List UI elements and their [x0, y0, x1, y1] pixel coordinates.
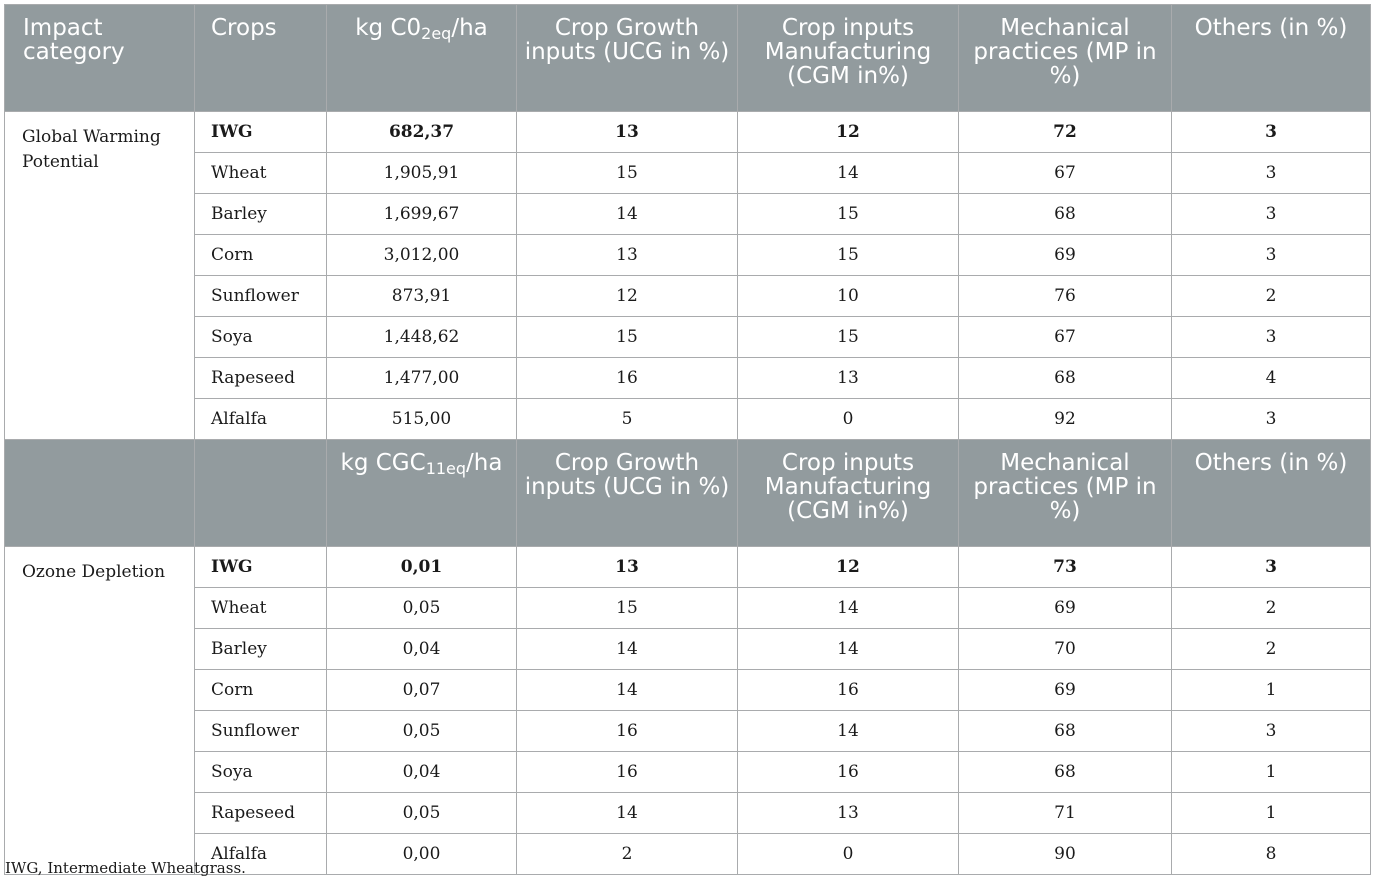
table-row [5, 711, 1371, 752]
table-body [5, 5, 1371, 875]
cgm-cell: 14 [738, 629, 959, 670]
ucg-cell: 14 [517, 194, 738, 235]
mp-cell: 90 [959, 834, 1172, 875]
others-cell: 1 [1172, 793, 1371, 834]
ucg-cell: 15 [517, 153, 738, 194]
table-row [5, 153, 1371, 194]
value-cell: 873,91 [327, 276, 517, 317]
value-cell: 1,905,91 [327, 153, 517, 194]
table-row [5, 547, 1371, 588]
others-cell: 1 [1172, 752, 1371, 793]
cgm-cell: 14 [738, 711, 959, 752]
ucg-cell: 14 [517, 670, 738, 711]
crop-cell: Rapeseed [195, 793, 327, 834]
ucg-cell: 14 [517, 629, 738, 670]
impact-category-cell: Global Warming Potential [5, 112, 195, 440]
others-cell: 3 [1172, 711, 1371, 752]
others-cell: 8 [1172, 834, 1371, 875]
mp-cell: 73 [959, 547, 1172, 588]
value-cell: 0,04 [327, 629, 517, 670]
cgm-cell: 15 [738, 235, 959, 276]
crop-cell: Soya [195, 752, 327, 793]
ucg-cell: 15 [517, 588, 738, 629]
header-ucg: Crop Growth inputs (UCG in %) [517, 5, 738, 112]
value-cell: 3,012,00 [327, 235, 517, 276]
mp-cell: 67 [959, 317, 1172, 358]
value-cell: 0,04 [327, 752, 517, 793]
cgm-cell: 12 [738, 112, 959, 153]
others-cell: 3 [1172, 547, 1371, 588]
value-cell: 1,477,00 [327, 358, 517, 399]
value-cell: 1,699,67 [327, 194, 517, 235]
ucg-cell: 16 [517, 358, 738, 399]
impact-category-cell: Ozone Depletion [5, 547, 195, 875]
value-cell: 682,37 [327, 112, 517, 153]
table-row [5, 793, 1371, 834]
others-cell: 3 [1172, 399, 1371, 440]
header-crops [195, 440, 327, 547]
crop-cell: Soya [195, 317, 327, 358]
cgm-cell: 16 [738, 752, 959, 793]
ucg-cell: 15 [517, 317, 738, 358]
others-cell: 2 [1172, 629, 1371, 670]
mp-cell: 68 [959, 358, 1172, 399]
crop-cell: IWG [195, 112, 327, 153]
cgm-cell: 0 [738, 399, 959, 440]
mp-cell: 69 [959, 588, 1172, 629]
cgm-cell: 14 [738, 588, 959, 629]
mp-cell: 72 [959, 112, 1172, 153]
value-cell: 0,05 [327, 793, 517, 834]
cgm-cell: 13 [738, 358, 959, 399]
others-cell: 1 [1172, 670, 1371, 711]
header-crops: Crops [195, 5, 327, 112]
others-cell: 3 [1172, 153, 1371, 194]
crop-cell: Wheat [195, 588, 327, 629]
header-ucg: Crop Growth inputs (UCG in %) [517, 440, 738, 547]
cgm-cell: 13 [738, 793, 959, 834]
ucg-cell: 16 [517, 752, 738, 793]
header-impact-category [5, 440, 195, 547]
header-mp: Mechanical practices (MP in %) [959, 5, 1172, 112]
crop-cell: Rapeseed [195, 358, 327, 399]
header-cgm: Crop inputs Manufacturing (CGM in%) [738, 440, 959, 547]
header-others: Others (in %) [1172, 5, 1371, 112]
crop-cell: IWG [195, 547, 327, 588]
value-cell: 0,05 [327, 711, 517, 752]
value-cell: 0,05 [327, 588, 517, 629]
table-row [5, 317, 1371, 358]
mp-cell: 69 [959, 670, 1172, 711]
ucg-cell: 16 [517, 711, 738, 752]
ucg-cell: 5 [517, 399, 738, 440]
value-cell: 1,448,62 [327, 317, 517, 358]
table-row [5, 399, 1371, 440]
crop-cell: Sunflower [195, 711, 327, 752]
value-cell: 0,01 [327, 547, 517, 588]
others-cell: 3 [1172, 235, 1371, 276]
value-cell: 0,00 [327, 834, 517, 875]
cgm-cell: 0 [738, 834, 959, 875]
value-cell: 515,00 [327, 399, 517, 440]
crop-cell: Alfalfa [195, 834, 327, 875]
ucg-cell: 12 [517, 276, 738, 317]
header-impact-category: Impact category [5, 5, 195, 112]
crop-cell: Barley [195, 629, 327, 670]
header-mp: Mechanical practices (MP in %) [959, 440, 1172, 547]
table-row [5, 752, 1371, 793]
others-cell: 3 [1172, 317, 1371, 358]
crop-cell: Barley [195, 194, 327, 235]
mp-cell: 76 [959, 276, 1172, 317]
table-header-row [5, 5, 1371, 112]
table-row [5, 276, 1371, 317]
header-others: Others (in %) [1172, 440, 1371, 547]
cgm-cell: 16 [738, 670, 959, 711]
mp-cell: 70 [959, 629, 1172, 670]
table-row [5, 194, 1371, 235]
table-row [5, 112, 1371, 153]
others-cell: 3 [1172, 112, 1371, 153]
header-cgm: Crop inputs Manufacturing (CGM in%) [738, 5, 959, 112]
cgm-cell: 15 [738, 317, 959, 358]
ucg-cell: 2 [517, 834, 738, 875]
table-row [5, 358, 1371, 399]
mp-cell: 67 [959, 153, 1172, 194]
mp-cell: 68 [959, 752, 1172, 793]
mp-cell: 69 [959, 235, 1172, 276]
crop-cell: Alfalfa [195, 399, 327, 440]
others-cell: 2 [1172, 588, 1371, 629]
cgm-cell: 10 [738, 276, 959, 317]
ucg-cell: 14 [517, 793, 738, 834]
mp-cell: 92 [959, 399, 1172, 440]
mp-cell: 71 [959, 793, 1172, 834]
crop-cell: Sunflower [195, 276, 327, 317]
cgm-cell: 14 [738, 153, 959, 194]
value-cell: 0,07 [327, 670, 517, 711]
cgm-cell: 15 [738, 194, 959, 235]
crop-cell: Corn [195, 670, 327, 711]
table-row [5, 629, 1371, 670]
ucg-cell: 13 [517, 112, 738, 153]
table-header-row [5, 440, 1371, 547]
mp-cell: 68 [959, 194, 1172, 235]
ucg-cell: 13 [517, 547, 738, 588]
header-unit: kg $C0_{2eq}/ha$ [327, 5, 517, 112]
impact-table [4, 4, 1371, 875]
header-unit: kg $CGC_{11eq}/ha$ [327, 440, 517, 547]
cgm-cell: 12 [738, 547, 959, 588]
crop-cell: Wheat [195, 153, 327, 194]
crop-cell: Corn [195, 235, 327, 276]
others-cell: 3 [1172, 194, 1371, 235]
table-row [5, 235, 1371, 276]
table-footnote: IWG, Intermediate Wheatgrass. [5, 859, 246, 877]
table-row [5, 588, 1371, 629]
ucg-cell: 13 [517, 235, 738, 276]
others-cell: 4 [1172, 358, 1371, 399]
mp-cell: 68 [959, 711, 1172, 752]
others-cell: 2 [1172, 276, 1371, 317]
table-row [5, 670, 1371, 711]
